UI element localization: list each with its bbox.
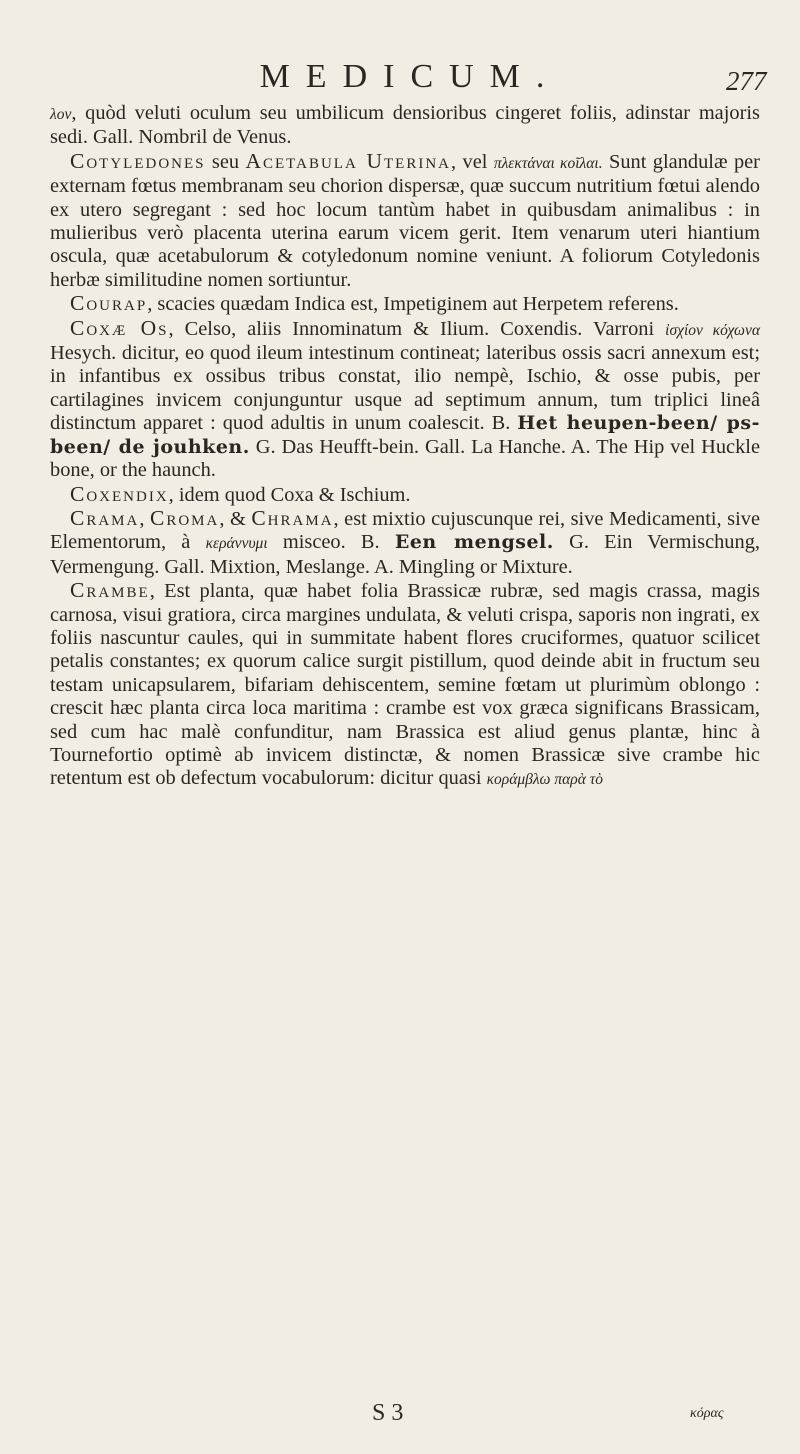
body-text	[50, 102, 760, 792]
italic-text: Nombril de Venus.	[138, 126, 292, 149]
italic-text: Hesych.	[50, 342, 117, 365]
italic-text: Innominatum & Ilium. Coxendis.	[292, 317, 583, 340]
body-text-run: , est mixtio cujuscunque rei, sive Medicamenti, sive Elementorum, à	[50, 507, 761, 554]
entry-term: Crambe	[70, 578, 150, 603]
body-text-run: dicitur, eo quod ileum intestinum contineat; lateribus ossis sacri annexum est; in infantibus ex ossibus tribus constat, ilio nempè, Ischio, & osse pubis, per cartilagines invicem conjunguntur usque ad septimum annum, tum triplici lineâ distinctum apparet : quod adultis in unum coalescit. B.	[50, 342, 760, 435]
body-text-run: misceo. B.	[267, 531, 395, 554]
page-number: 277	[726, 66, 767, 96]
greek-text: κεράννυμι	[205, 535, 268, 553]
entry-term: Courap	[70, 291, 148, 316]
entry-paragraph	[50, 507, 760, 579]
body-text-run: , vel	[451, 150, 494, 173]
greek-text: λον	[50, 106, 72, 123]
italic-text: Mixtion	[209, 555, 276, 578]
body-text-run: Sunt glandulæ per externam fœtus membranam seu chorion dispersæ, quæ succum nutritium fœtui alendo ex utero segregant : sed hoc locum tantùm habet in quibusdam animalibus : in mulieribus verò placenta uterina earum vicem gerit. Item venarum uteri hiantium osculа, quæ acetabulorum & cotyledonum nomine veniunt. A foliorum Cotyledonis herbæ similitudine nomen sortiuntur.	[50, 150, 760, 291]
body-text-run: ,	[139, 507, 150, 530]
greek-text: κοράμβλω παρὰ τὸ	[486, 771, 604, 789]
greek-text: πλεκτάναι κοῖλαι.	[493, 154, 603, 172]
entry-term: Croma	[149, 505, 220, 530]
running-header: MEDICUM.	[259, 58, 561, 95]
entry-term: Crama	[70, 505, 140, 530]
entry-paragraph	[50, 102, 760, 150]
entry-paragraph	[50, 317, 760, 483]
blackletter-text: Het heupen-been/ ps-been/ de jouhken.	[50, 412, 761, 458]
entry-paragraph	[50, 292, 760, 316]
entry-term: Coxendix	[70, 481, 169, 506]
blackletter-text: Een mengsel.	[394, 531, 554, 554]
body-text-run: G. Ein Vermischung, Vermengung. Gall.	[50, 531, 760, 578]
entry-term: Acetabula Uterina	[245, 148, 452, 173]
greek-text: ἰσχίον κόχωνα	[665, 321, 760, 339]
body-text-run: Varroni	[582, 317, 666, 340]
italic-text: Coxa & Ischium.	[270, 483, 411, 506]
catchword: κόρας	[690, 1406, 724, 1421]
body-text-run: , Est planta, quæ habet folia Brassicæ rubræ, sed magis crassa, magis carnosa, visui gratiora, circa margines undulata, & veluti crispa, saporis non ingrati, ex foliis nascuntur caules, qui in summitate habent flores cruciformes, quatuor scilicet petalis constantes; ex quorum calice surgit pistillum, quod deinde abit in fructum seu testam unicapsularem, bifariam dehiscentem, semine fœtam ut plurimùm oblongo : crescit hæc planta circa loca maritima : crambe est vox græca significans Brassicam, sed cum hac malè confunditur, nam Brassica est aliud genus plantæ, hinc à Tournefortio optimè ab invicem distinctæ, & nomen Brassicæ sive crambe hic retentum est ob defectum vocabulorum: dicitur quasi	[50, 580, 760, 790]
body-text-run: ,	[275, 555, 286, 578]
italic-text: La Hanche.	[471, 435, 566, 458]
entry-term: Cotyledones	[70, 148, 206, 173]
body-text-run: A. The Hip vel Huckle bone, or the haunch.	[50, 435, 760, 482]
body-text-run: , quòd veluti oculum seu umbilicum densioribus cingeret foliis, adinstar majoris sedi. Gall.	[50, 102, 760, 149]
body-text-run: A. Mingling or Mixture.	[370, 555, 573, 578]
body-text-run: seu	[205, 150, 246, 173]
entry-term: Chrama	[251, 505, 334, 530]
body-text-run: , &	[219, 507, 252, 530]
body-text-run: , scacies quædam Indica est, Impetiginem aut Herpetem referens.	[147, 293, 679, 316]
italic-text: Meslange.	[285, 555, 370, 578]
body-text-run: , idem quod	[168, 483, 271, 506]
signature-mark: S 3	[372, 1400, 404, 1426]
entry-term: Coxæ Os	[70, 315, 169, 340]
body-text-run: , Celso, aliis	[168, 317, 293, 340]
entry-paragraph	[50, 150, 760, 292]
entry-paragraph	[50, 579, 760, 792]
body-text-run: G. Das Heufft-bein. Gall.	[249, 435, 472, 458]
entry-paragraph	[50, 483, 760, 507]
